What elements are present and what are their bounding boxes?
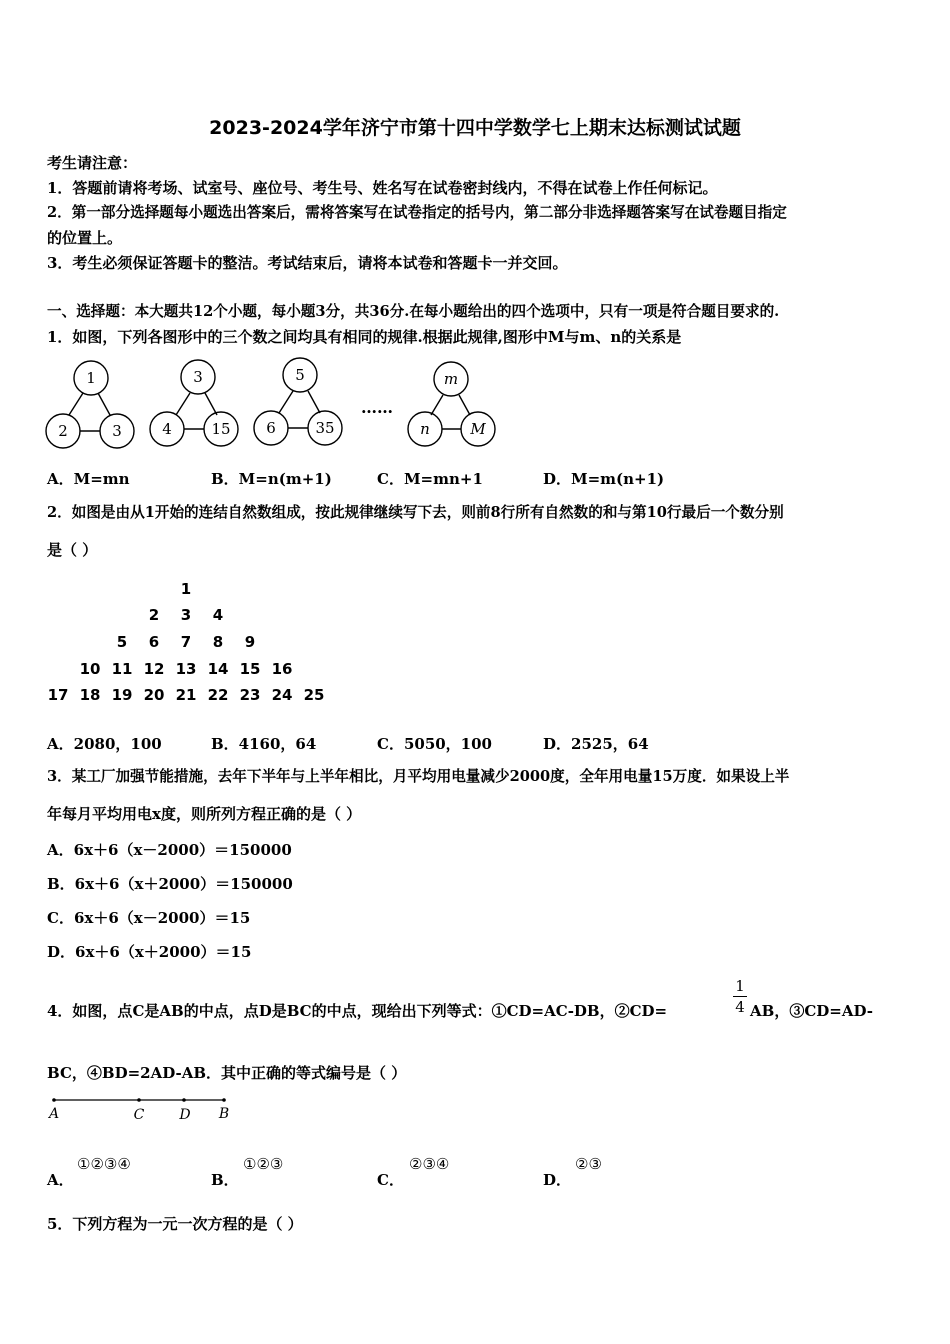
fig3-left-label: 6 — [266, 419, 276, 437]
point-b-label: B — [218, 1106, 230, 1122]
tri-cell: 1 — [180, 580, 192, 598]
question-4-stem-b: BC，④BD=2AD-AB．其中正确的等式编号是（ ） — [47, 1064, 407, 1082]
q4-option-d[interactable] — [543, 1169, 571, 1190]
q1-option-a[interactable]: A．M=mn — [47, 470, 130, 488]
point-c-label: C — [133, 1107, 145, 1123]
question-4-stem-a2: AB，③CD=AD- — [750, 1002, 873, 1020]
fig2-left-label: 4 — [162, 420, 172, 438]
q1-option-b[interactable]: B．M=n(m+1) — [211, 470, 332, 488]
q4-option-d-letter: D． — [543, 1171, 572, 1189]
fig4-top-label: m — [443, 370, 459, 388]
tri-cell: 12 — [143, 660, 165, 678]
segment-figure — [44, 1094, 244, 1128]
point-b-dot — [222, 1098, 226, 1102]
q2-option-c[interactable]: C．5050，100 — [377, 735, 492, 753]
fig1-right-label: 3 — [112, 422, 122, 440]
q4-option-c[interactable] — [377, 1169, 404, 1190]
tri-cell: 20 — [143, 686, 165, 704]
fig4-edge-right — [459, 395, 470, 415]
page-title: 2023-2024学年济宁市第十四中学数学七上期末达标测试试题 — [209, 117, 741, 139]
q4-option-b-letter: B． — [211, 1171, 239, 1189]
question-2-stem-b: 是（ ） — [47, 541, 98, 559]
q4-option-a-value: ①②③④ — [77, 1155, 131, 1173]
tri-cell: 23 — [239, 686, 261, 704]
q2-option-b[interactable]: B．4160，64 — [211, 735, 317, 753]
tri-cell: 14 — [207, 660, 229, 678]
tri-cell: 15 — [239, 660, 261, 678]
fig1-top-label: 1 — [86, 369, 96, 387]
point-c-dot — [137, 1098, 141, 1102]
point-a-label: A — [48, 1106, 60, 1122]
tri-cell: 21 — [175, 686, 197, 704]
q4-option-c-value: ②③④ — [409, 1155, 450, 1173]
q3-option-a[interactable]: A．6x＋6（x－2000）＝150000 — [47, 841, 292, 859]
fig3-edge-right — [308, 391, 320, 413]
tri-cell: 18 — [79, 686, 101, 704]
notice-heading: 考生请注意： — [47, 154, 138, 172]
question-3-stem-b: 年每月平均用电x度，则所列方程正确的是（ ） — [47, 805, 362, 823]
point-d-dot — [182, 1098, 186, 1102]
fig-ellipsis: …… — [361, 398, 393, 417]
tri-cell: 17 — [47, 686, 69, 704]
question-3-stem-a: 3．某工厂加强节能措施，去年下半年与上半年相比，月平均用电量减少2000度，全年用电量15万度．如果设上半 — [47, 768, 790, 785]
fig4-edge-left — [431, 395, 443, 415]
question-1-figure — [40, 355, 510, 455]
fig3-right-label: 35 — [315, 419, 335, 437]
tri-cell: 5 — [116, 633, 128, 651]
tri-cell: 16 — [271, 660, 293, 678]
tri-cell: 4 — [212, 606, 224, 624]
section-heading: 一、选择题：本大题共12个小题，每小题3分，共36分.在每小题给出的四个选项中，只有一项是符合题目要求的. — [47, 303, 780, 320]
fig2-edge-right — [205, 393, 217, 415]
q4-option-d-value: ②③ — [575, 1155, 602, 1173]
tri-cell: 2 — [148, 606, 160, 624]
fig4-left-label: n — [420, 420, 430, 438]
q3-option-d[interactable]: D．6x＋6（x＋2000）＝15 — [47, 943, 252, 961]
fig3-edge-left — [279, 391, 293, 413]
q4-option-a-letter: A． — [47, 1171, 74, 1189]
q4-option-a[interactable] — [47, 1169, 74, 1190]
fig2-right-label: 15 — [211, 420, 231, 438]
question-4-stem-a1: 4．如图，点C是AB的中点，点D是BC的中点，现给出下列等式：①CD=AC-DB，②CD= — [47, 1002, 668, 1020]
q4-option-b[interactable] — [211, 1169, 239, 1190]
q1-option-c[interactable]: C．M=mn+1 — [377, 470, 483, 488]
tri-cell: 6 — [148, 633, 160, 651]
q2-option-d[interactable]: D．2525，64 — [543, 735, 649, 753]
tri-cell: 7 — [180, 633, 192, 651]
fig2-top-label: 3 — [193, 368, 203, 386]
fraction-denominator: 4 — [735, 998, 745, 1016]
fig1-left-label: 2 — [58, 422, 68, 440]
tri-cell: 11 — [111, 660, 133, 678]
fig1-edge-right — [98, 393, 110, 415]
q4-option-c-letter: C． — [377, 1171, 404, 1189]
q3-option-c[interactable]: C．6x＋6（x－2000）＝15 — [47, 909, 251, 927]
point-d-label: D — [179, 1107, 191, 1123]
fig1-edge-left — [69, 393, 83, 415]
question-1-stem: 1．如图，下列各图形中的三个数之间均具有相同的规律.根据此规律,图形中M与m、n的关系是 — [47, 328, 682, 346]
notice-line-2a: 2．第一部分选择题每小题选出答案后，需将答案写在试卷指定的括号内，第二部分非选择题答案写在试卷题目指定 — [47, 204, 787, 221]
notice-line-1: 1．答题前请将考场、试室号、座位号、考生号、姓名写在试卷密封线内，不得在试卷上作任何标记。 — [47, 179, 718, 197]
tri-cell: 24 — [271, 686, 293, 704]
q2-option-a[interactable]: A．2080，100 — [47, 735, 162, 753]
notice-line-2b: 的位置上。 — [47, 229, 123, 247]
tri-cell: 19 — [111, 686, 133, 704]
q1-option-d[interactable]: D．M=m(n+1) — [543, 470, 665, 488]
tri-cell: 3 — [180, 606, 192, 624]
fig2-edge-left — [176, 393, 190, 415]
q4-option-b-value: ①②③ — [243, 1155, 284, 1173]
point-a-dot — [52, 1098, 56, 1102]
notice-line-3: 3．考生必须保证答题卡的整洁。考试结束后，请将本试卷和答题卡一并交回。 — [47, 254, 568, 272]
tri-cell: 13 — [175, 660, 197, 678]
q3-option-b[interactable]: B．6x＋6（x＋2000）＝150000 — [47, 875, 293, 893]
tri-cell: 8 — [212, 633, 224, 651]
tri-cell: 10 — [79, 660, 101, 678]
tri-cell: 22 — [207, 686, 229, 704]
tri-cell: 25 — [303, 686, 325, 704]
question-5-stem: 5．下列方程为一元一次方程的是（ ） — [47, 1215, 303, 1233]
fig3-top-label: 5 — [295, 366, 305, 384]
fig4-right-label: M — [470, 420, 486, 438]
fraction-one-quarter — [733, 977, 747, 1016]
question-2-stem-a: 2．如图是由从1开始的连结自然数组成，按此规律继续写下去，则前8行所有自然数的和与第10行最后一个数分别 — [47, 504, 784, 521]
fraction-numerator: 1 — [735, 977, 745, 995]
tri-cell: 9 — [244, 633, 256, 651]
